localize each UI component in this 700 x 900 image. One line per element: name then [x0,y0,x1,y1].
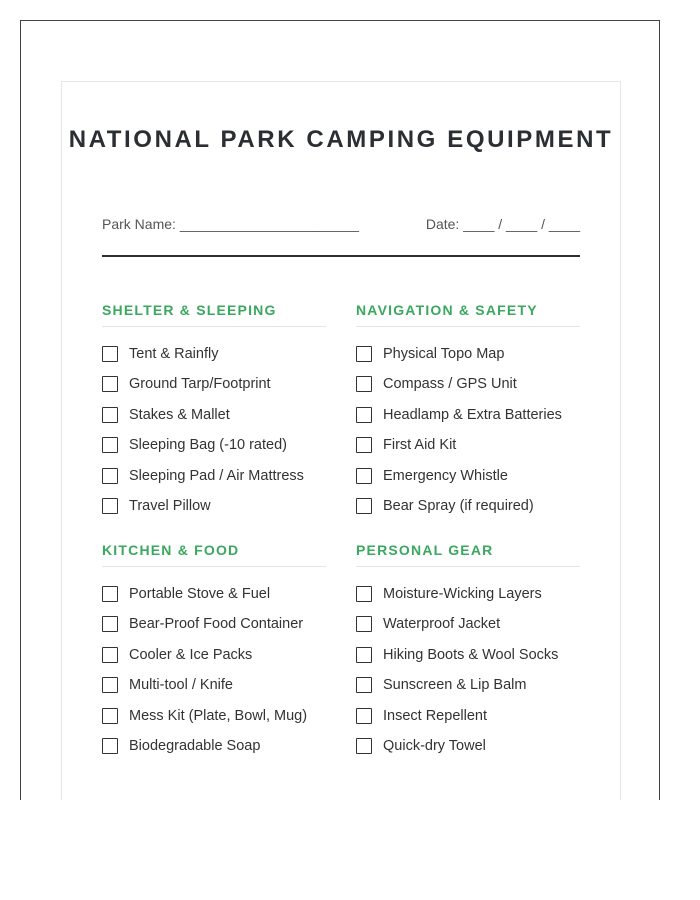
checklist [102,343,326,517]
item-label: Tent & Rainfly [129,346,219,362]
checkbox[interactable] [356,647,372,663]
checkbox[interactable] [102,437,118,453]
item-label: Bear Spray (if required) [383,497,534,514]
checklist-item[interactable] [102,373,326,395]
item-label: Emergency Whistle [383,467,508,484]
item-label: Quick-dry Towel [383,737,486,754]
section-personal-gear [356,541,580,765]
checkbox[interactable] [102,498,118,514]
checkbox[interactable] [102,346,118,362]
section-shelter-sleeping [102,301,326,525]
checklist [356,343,580,517]
checkbox[interactable] [356,738,372,754]
checklist-item[interactable] [102,434,326,456]
item-label: Cooler & Ice Packs [129,646,253,663]
checkbox[interactable] [356,437,372,453]
checklist [356,583,580,757]
checklist-item[interactable] [102,735,326,757]
date-blank[interactable]: ____ / ____ / ____ [463,216,580,232]
section-divider [102,566,326,567]
section-divider [356,326,580,327]
checklist-item[interactable] [356,583,580,605]
checkbox[interactable] [102,738,118,754]
checkbox[interactable] [102,586,118,602]
checklist-item[interactable] [356,465,580,487]
page-title: NATIONAL PARK CAMPING EQUIPMENT [68,126,614,153]
item-label: Insect Repellent [383,707,487,724]
checkbox[interactable] [356,376,372,392]
checkbox[interactable] [102,647,118,663]
park-name-blank[interactable]: _______________________ [179,216,359,232]
checklist-item[interactable] [356,613,580,635]
item-label: First Aid Kit [383,437,457,454]
checklist-item[interactable] [102,583,326,605]
checklist-item[interactable] [356,373,580,395]
checklist-item[interactable] [356,434,580,456]
checklist-sheet [61,81,621,800]
item-label: Waterproof Jacket [383,616,501,633]
item-label: Bear-Proof Food Container [129,616,304,633]
checklist-item[interactable] [356,735,580,757]
item-label: Physical Topo Map [383,346,505,362]
item-label: Stakes & Mallet [129,406,230,423]
checklist-item[interactable] [356,343,580,365]
header-divider [102,255,580,257]
checklist-item[interactable] [356,495,580,517]
item-label: Multi-tool / Knife [129,677,233,694]
checkbox[interactable] [102,468,118,484]
item-label: Portable Stove & Fuel [129,586,271,602]
checklist-item[interactable] [102,495,326,517]
item-label: Mess Kit (Plate, Bowl, Mug) [129,707,308,724]
checklist-item[interactable] [102,674,326,696]
checkbox[interactable] [356,346,372,362]
checkbox[interactable] [356,407,372,423]
checkbox[interactable] [102,708,118,724]
checklist-item[interactable] [356,705,580,727]
checkbox[interactable] [356,708,372,724]
checkbox[interactable] [102,677,118,693]
item-label: Sleeping Bag (-10 rated) [129,437,287,454]
item-label: Moisture-Wicking Layers [383,586,542,602]
checklist-item[interactable] [102,404,326,426]
checklist-item[interactable] [102,705,326,727]
checkbox[interactable] [102,376,118,392]
checklist-item[interactable] [102,465,326,487]
item-label: Biodegradable Soap [129,737,261,754]
section-divider [102,326,326,327]
park-name-field[interactable] [102,216,359,232]
checkbox[interactable] [102,407,118,423]
item-label: Travel Pillow [129,497,211,514]
checklist [102,583,326,757]
section-divider [356,566,580,567]
section-title: SHELTER & SLEEPING [102,302,277,318]
checkbox[interactable] [102,616,118,632]
date-field[interactable] [426,216,580,232]
item-label: Hiking Boots & Wool Socks [383,646,559,663]
item-label: Headlamp & Extra Batteries [383,406,562,423]
section-title: NAVIGATION & SAFETY [356,302,538,318]
item-label: Sleeping Pad / Air Mattress [129,467,304,484]
item-label: Ground Tarp/Footprint [129,376,271,393]
item-label: Compass / GPS Unit [383,376,517,393]
section-kitchen-food [102,541,326,765]
section-navigation-safety [356,301,580,525]
checklist-item[interactable] [356,644,580,666]
checklist-item[interactable] [102,644,326,666]
item-label: Sunscreen & Lip Balm [383,677,527,694]
checkbox[interactable] [356,616,372,632]
section-title: KITCHEN & FOOD [102,542,240,558]
park-name-label: Park Name: [102,216,176,232]
checklist-item[interactable] [102,613,326,635]
section-title: PERSONAL GEAR [356,542,494,558]
checkbox[interactable] [356,677,372,693]
checkbox[interactable] [356,468,372,484]
date-label: Date: [425,216,460,232]
checkbox[interactable] [356,498,372,514]
checkbox[interactable] [356,586,372,602]
checklist-item[interactable] [102,343,326,365]
checklist-item[interactable] [356,404,580,426]
checklist-item[interactable] [356,674,580,696]
